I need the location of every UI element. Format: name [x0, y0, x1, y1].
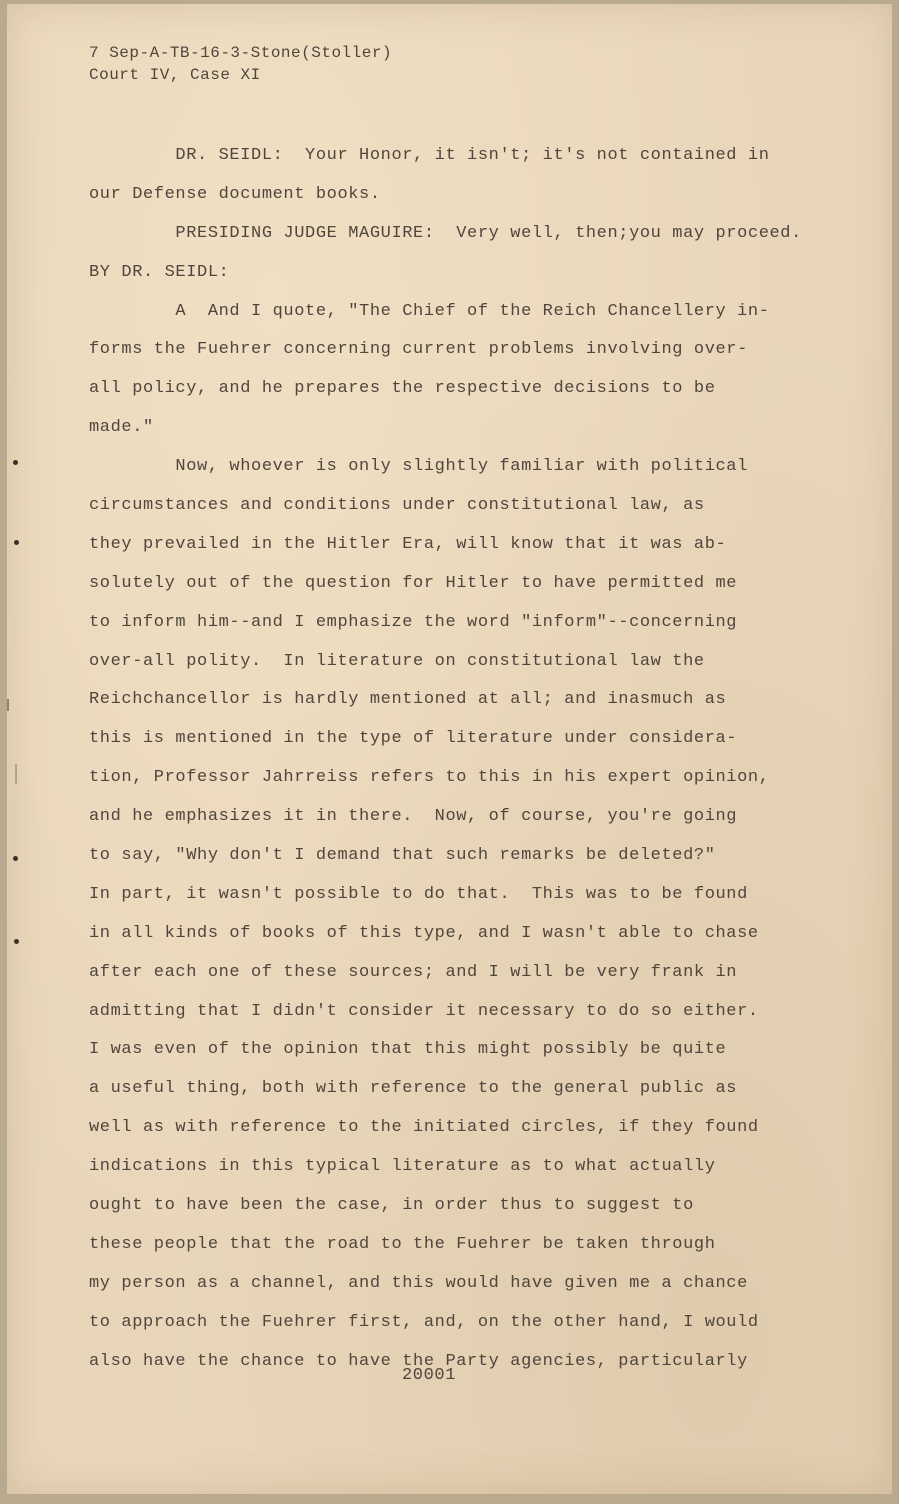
transcript-line: also have the chance to have the Party agencies, particularly	[89, 1351, 748, 1371]
transcript-line: forms the Fuehrer concerning current problems involving over-	[89, 340, 748, 360]
transcript-line: ought to have been the case, in order thus to suggest to	[89, 1196, 694, 1216]
transcript-line: and he emphasizes it in there. Now, of course, you're going	[89, 807, 738, 827]
transcript-line: indications in this typical literature as to what actually	[89, 1157, 716, 1177]
transcript-line: our Defense document books.	[89, 184, 381, 204]
transcript-line: tion, Professor Jahrreiss refers to this in his expert opinion,	[89, 768, 770, 788]
transcript-line: circumstances and conditions under constitutional law, as	[89, 496, 705, 516]
transcript-line: they prevailed in the Hitler Era, will know that it was ab-	[89, 534, 727, 554]
transcript-line: to inform him--and I emphasize the word "inform"--concerning	[89, 612, 738, 632]
transcript-line: after each one of these sources; and I will be very frank in	[89, 962, 738, 982]
transcript-line: to say, "Why don't I demand that such remarks be deleted?"	[89, 846, 716, 866]
transcript-line: these people that the road to the Fuehrer be taken through	[89, 1234, 716, 1254]
transcript-line: DR. SEIDL: Your Honor, it isn't; it's not contained in	[89, 146, 770, 165]
transcript-line: well as with reference to the initiated circles, if they found	[89, 1118, 759, 1138]
punch-hole-mark	[13, 460, 18, 465]
transcript-line: admitting that I didn't consider it necessary to do so either.	[89, 1001, 759, 1021]
transcript-line: in all kinds of books of this type, and I wasn't able to chase	[89, 923, 759, 943]
transcript-line: my person as a channel, and this would have given me a chance	[89, 1273, 748, 1293]
header-court-case: Court IV, Case XI	[89, 66, 261, 84]
transcript-line: PRESIDING JUDGE MAGUIRE: Very well, then;you may proceed.	[89, 223, 802, 243]
transcript-line: over-all polity. In literature on constitutional law the	[89, 651, 705, 671]
document-header	[89, 42, 392, 86]
header-reference: 7 Sep-A-TB-16-3-Stone(Stoller)	[89, 44, 393, 62]
transcript-line: made."	[89, 418, 154, 438]
transcript-line: Now, whoever is only slightly familiar with political	[89, 457, 748, 477]
margin-tick-mark	[15, 764, 17, 784]
punch-hole-mark	[13, 856, 18, 861]
transcript-line: to approach the Fuehrer first, and, on the other hand, I would	[89, 1312, 759, 1332]
margin-tick-mark	[7, 699, 9, 711]
transcript-line: In part, it wasn't possible to do that. This was to be found	[89, 884, 748, 904]
transcript-line: BY DR. SEIDL:	[89, 262, 230, 282]
transcript-line: a useful thing, both with reference to the general public as	[89, 1079, 738, 1099]
punch-hole-mark	[14, 540, 19, 545]
document-page	[7, 4, 892, 1494]
transcript-line: this is mentioned in the type of literature under considera-	[89, 729, 738, 749]
transcript-body	[89, 137, 849, 1382]
transcript-line: all policy, and he prepares the respective decisions to be	[89, 379, 716, 399]
transcript-line: Reichchancellor is hardly mentioned at all; and inasmuch as	[89, 690, 727, 710]
punch-hole-mark	[14, 939, 19, 944]
transcript-line: solutely out of the question for Hitler to have permitted me	[89, 573, 738, 593]
transcript-line: I was even of the opinion that this might possibly be quite	[89, 1040, 727, 1060]
transcript-line: A And I quote, "The Chief of the Reich Chancellery in-	[89, 301, 770, 321]
page-number: 20001	[402, 1366, 457, 1385]
